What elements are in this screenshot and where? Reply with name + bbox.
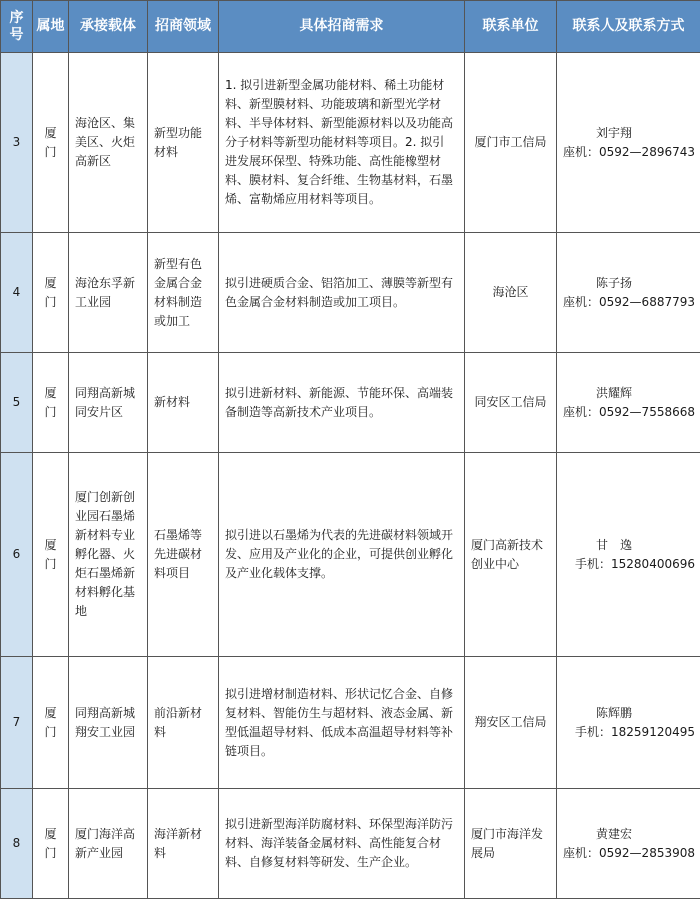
row-demand: 1. 拟引进新型金属功能材料、稀土功能材料、新型膜材料、功能玻璃和新型光学材料、半导体材料、新型能源材料以及功能高分子材料等新型功能材料等项目。2. 拟引进发展环保型、特殊功能、高性能橡塑材料、膜材料、复合纤维、生物基材料，石墨烯、富勒烯应用材料等项目。 [219,53,465,233]
row-demand: 拟引进新材料、新能源、节能环保、高端装备制造等高新技术产业项目。 [219,353,465,453]
row-seq: 8 [1,789,33,899]
row-field: 新型有色金属合金材料制造或加工 [148,233,219,353]
row-region: 厦门 [33,657,69,789]
table-row [1,453,700,657]
contact-name: 刘宇翔 [595,125,632,140]
table-row [1,657,700,789]
table-row [1,53,700,233]
row-region: 厦门 [33,53,69,233]
row-region: 厦门 [33,453,69,657]
row-demand: 拟引进硬质合金、铝箔加工、薄膜等新型有色金属合金材料制造或加工项目。 [219,233,465,353]
header-field: 招商领域 [148,1,219,53]
row-contact [557,657,700,789]
header-demand: 具体招商需求 [219,1,465,53]
row-field: 海洋新材料 [148,789,219,899]
row-region: 厦门 [33,353,69,453]
row-seq: 5 [1,353,33,453]
row-field: 新材料 [148,353,219,453]
contact-phone: 座机：0592—2896743 [563,144,695,159]
contact-name: 甘 逸 [595,537,632,552]
contact-name: 陈辉鹏 [595,705,632,720]
row-unit: 厦门市海洋发展局 [465,789,557,899]
row-carrier: 海沧区、集美区、火炬高新区 [69,53,148,233]
header-carrier: 承接载体 [69,1,148,53]
row-contact [557,53,700,233]
row-seq: 4 [1,233,33,353]
table-row [1,233,700,353]
contact-phone: 座机：0592—2853908 [563,845,695,860]
table-row [1,353,700,453]
row-contact [557,453,700,657]
row-unit: 翔安区工信局 [465,657,557,789]
row-field: 石墨烯等先进碳材料项目 [148,453,219,657]
row-contact [557,353,700,453]
row-field: 前沿新材料 [148,657,219,789]
row-carrier: 厦门海洋高新产业园 [69,789,148,899]
row-seq: 7 [1,657,33,789]
row-region: 厦门 [33,789,69,899]
header-contact: 联系人及联系方式 [557,1,700,53]
contact-phone: 手机：15280400696 [575,556,695,571]
header-region: 属地 [33,1,69,53]
row-demand: 拟引进以石墨烯为代表的先进碳材料领域开发、应用及产业化的企业，可提供创业孵化及产业化载体支撑。 [219,453,465,657]
header-seq: 序号 [1,1,33,53]
row-field: 新型功能材料 [148,53,219,233]
row-demand: 拟引进增材制造材料、形状记忆合金、自修复材料、智能仿生与超材料、液态金属、新型低温超导材料、低成本高温超导材料等补链项目。 [219,657,465,789]
row-carrier: 同翔高新城翔安工业园 [69,657,148,789]
row-unit: 厦门高新技术创业中心 [465,453,557,657]
row-seq: 3 [1,53,33,233]
row-carrier: 同翔高新城同安片区 [69,353,148,453]
contact-name: 黄建宏 [595,826,632,841]
header-unit: 联系单位 [465,1,557,53]
table-header-row [1,1,700,53]
row-unit: 厦门市工信局 [465,53,557,233]
table-row [1,789,700,899]
contact-phone: 座机：0592—7558668 [563,404,695,419]
row-contact [557,233,700,353]
row-carrier: 厦门创新创业园石墨烯新材料专业孵化器、火炬石墨烯新材料孵化基地 [69,453,148,657]
contact-phone: 座机：0592—6887793 [563,294,695,309]
contact-name: 陈子扬 [595,275,632,290]
contact-phone: 手机：18259120495 [575,724,695,739]
row-unit: 海沧区 [465,233,557,353]
row-region: 厦门 [33,233,69,353]
row-unit: 同安区工信局 [465,353,557,453]
row-contact [557,789,700,899]
row-carrier: 海沧东孚新工业园 [69,233,148,353]
row-seq: 6 [1,453,33,657]
contact-name: 洪耀辉 [595,385,632,400]
row-demand: 拟引进新型海洋防腐材料、环保型海洋防污材料、海洋装备金属材料、高性能复合材料、自修复材料等研发、生产企业。 [219,789,465,899]
